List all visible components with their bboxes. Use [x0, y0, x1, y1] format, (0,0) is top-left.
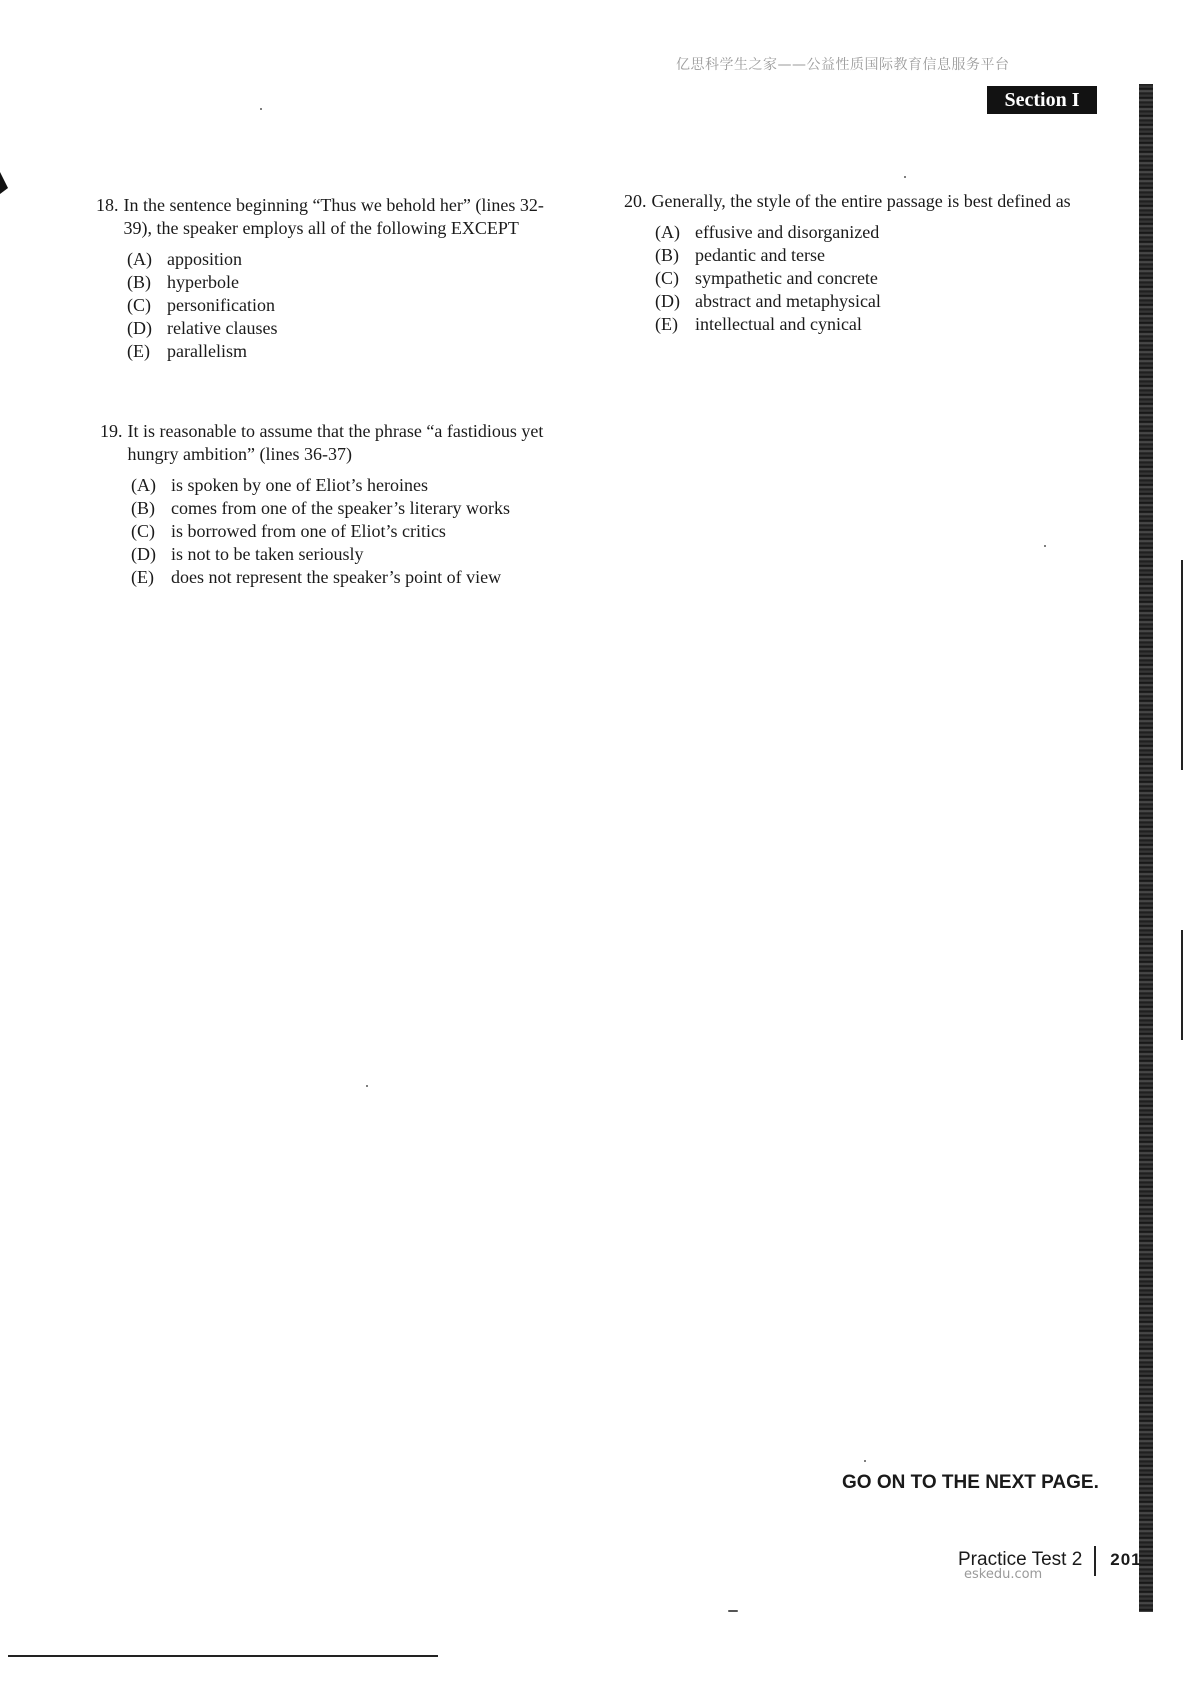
- header-watermark: 亿思科学生之家——公益性质国际教育信息服务平台: [676, 57, 1010, 73]
- answer-option[interactable]: (A) is spoken by one of Eliot’s heroines: [131, 475, 428, 495]
- answer-option[interactable]: (C) personification: [127, 295, 275, 315]
- question-stem: In the sentence beginning “Thus we behold her” (lines 32-39), the speaker employs all of the following EXCEPT: [123, 195, 544, 238]
- answer-option[interactable]: (B) pedantic and terse: [655, 245, 825, 265]
- scan-speck: [728, 1610, 738, 1612]
- page-footer: [958, 1550, 1142, 1584]
- question-number: 19.: [100, 421, 123, 441]
- page-number: 201: [1110, 1550, 1142, 1569]
- question-19: [100, 420, 582, 589]
- answer-options: [127, 248, 566, 363]
- question-stem: Generally, the style of the entire passage is best defined as: [651, 191, 1071, 211]
- footer-test-label: Practice Test 2 eskedu.com: [958, 1550, 1082, 1570]
- footer-divider: [1094, 1546, 1096, 1576]
- go-on-instruction: GO ON TO THE NEXT PAGE.: [842, 1472, 1099, 1493]
- footer-watermark: eskedu.com: [964, 1567, 1043, 1582]
- scan-speck: [864, 1460, 866, 1462]
- answer-option[interactable]: (B) comes from one of the speaker’s literary works: [131, 498, 511, 518]
- question-20: [624, 190, 1090, 336]
- answer-option[interactable]: (C) sympathetic and concrete: [655, 268, 878, 288]
- question-number: 20.: [624, 191, 647, 211]
- answer-option[interactable]: (E) does not represent the speaker’s point of view: [131, 567, 502, 587]
- answer-option[interactable]: (D) is not to be taken seriously: [131, 544, 364, 564]
- answer-option[interactable]: (E) intellectual and cynical: [655, 314, 862, 334]
- answer-option[interactable]: (A) effusive and disorganized: [655, 222, 880, 242]
- bottom-rule: [8, 1655, 438, 1657]
- question-stem: It is reasonable to assume that the phrase “a fastidious yet hungry ambition” (lines 36-37): [127, 421, 544, 464]
- scan-edge-shadow: [1139, 84, 1153, 1612]
- scan-speck: [260, 108, 262, 110]
- answer-option[interactable]: (D) relative clauses: [127, 318, 278, 338]
- answer-options: [131, 474, 582, 589]
- scan-speck: [904, 176, 906, 178]
- answer-option[interactable]: (A) apposition: [127, 249, 242, 269]
- section-label: Section I: [987, 86, 1097, 114]
- scan-mark: [0, 172, 8, 194]
- answer-option[interactable]: (B) hyperbole: [127, 272, 239, 292]
- scan-line: [1181, 560, 1183, 770]
- scan-speck: [366, 1085, 368, 1087]
- answer-option[interactable]: (E) parallelism: [127, 341, 247, 361]
- question-number: 18.: [96, 195, 119, 215]
- question-18: [96, 194, 566, 363]
- answer-option[interactable]: (C) is borrowed from one of Eliot’s critics: [131, 521, 446, 541]
- scan-line: [1181, 930, 1183, 1040]
- answer-options: [655, 221, 1090, 336]
- answer-option[interactable]: (D) abstract and metaphysical: [655, 291, 881, 311]
- scan-speck: [1044, 545, 1046, 547]
